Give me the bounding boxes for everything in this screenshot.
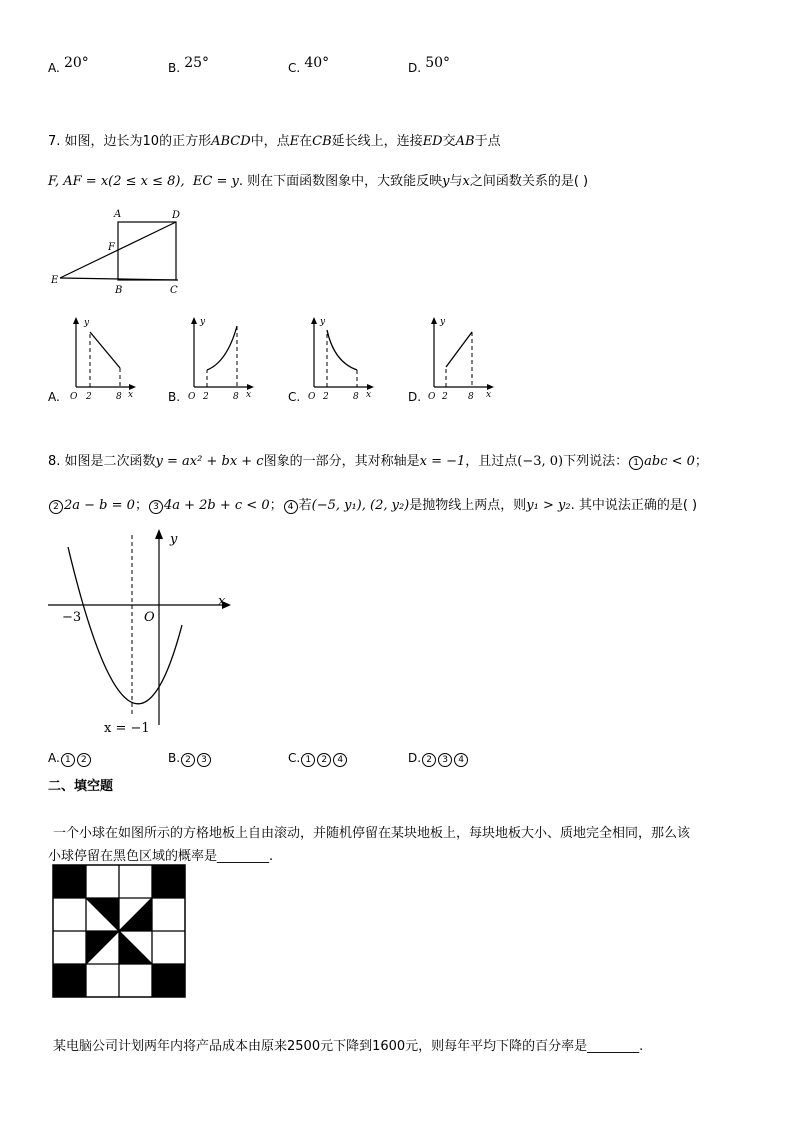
svg-text:y: y	[440, 317, 446, 327]
black-tile	[152, 865, 185, 898]
svg-text:x: x	[246, 390, 252, 400]
label-axis-eq: x = −1	[104, 721, 150, 736]
svg-text:2: 2	[203, 392, 209, 402]
svg-text:O: O	[428, 392, 436, 402]
section-title: 二、填空题	[48, 779, 114, 794]
black-tile	[152, 964, 185, 997]
black-tile	[53, 865, 86, 898]
svg-text:O: O	[70, 392, 78, 402]
q7-graph-c	[302, 312, 382, 404]
q9-tile-grid	[52, 864, 188, 1000]
label-y: y	[170, 532, 178, 547]
q7-option-b-label: B.	[168, 390, 181, 404]
svg-text:2: 2	[323, 392, 329, 402]
svg-text:y: y	[200, 317, 206, 327]
q7-line-2: F, AF = x(2 ≤ x ≤ 8), EC = y. 则在下面函数图象中，大致能反映y与x之间函数关系的是( )	[48, 174, 589, 189]
svg-text:2: 2	[442, 392, 448, 402]
q8-line-2: 2 2a − b = 0； 3 4a + 2b + c < 0； 4 若(−5, y₁), (2, y₂)是抛物线上两点，则y₁ > y₂. 其中说法正确的是( )	[48, 494, 697, 514]
y-axis-arrow	[155, 529, 163, 539]
svg-text:O: O	[308, 392, 316, 402]
circled-number-4: 4	[284, 500, 298, 514]
label-b: B	[115, 285, 123, 296]
q7-option-a-label: A.	[48, 390, 60, 404]
square-abcd	[118, 222, 176, 280]
svg-text:y: y	[320, 317, 326, 327]
q6-option-a: A. 20°	[48, 55, 89, 75]
label-origin: O	[144, 610, 155, 625]
svg-text:2: 2	[86, 392, 92, 402]
parabola-curve	[68, 547, 182, 704]
black-tile	[53, 964, 86, 997]
label-c: C	[170, 285, 178, 296]
q6-option-b: B. 25°	[168, 55, 210, 75]
q10-text: 某电脑公司计划两年内将产品成本由原来2500元下降到1600元，则每年平均下降的百分率是________.	[53, 1039, 644, 1054]
svg-text:O: O	[188, 392, 196, 402]
q8-option-d: D. 2 3 4	[408, 751, 469, 767]
q7-option-c-label: C.	[288, 390, 301, 404]
q6-option-d: D. 50°	[408, 55, 451, 75]
q7-square-figure	[48, 205, 198, 300]
q9-line-1: 一个小球在如图所示的方格地板上自由滚动，并随机停留在某块地板上，每块地板大小、质地完全相同，那么该	[53, 826, 691, 841]
q8-option-b: B. 2 3	[168, 751, 212, 767]
svg-text:x: x	[486, 390, 492, 400]
label-e: E	[51, 275, 59, 286]
q8-option-a: A. 1 2	[48, 751, 92, 767]
q7-option-d-label: D.	[408, 390, 422, 404]
label-d: D	[172, 210, 181, 221]
circled-number-1: 1	[629, 456, 643, 470]
label-a: A	[114, 209, 122, 220]
circled-number-3: 3	[149, 500, 163, 514]
svg-text:8: 8	[353, 392, 359, 402]
svg-text:y: y	[84, 318, 90, 328]
label-neg3: −3	[62, 610, 82, 625]
q6-option-c: C. 40°	[288, 55, 330, 75]
q7-graph-a	[62, 312, 142, 404]
q7-graph-b	[182, 312, 262, 404]
svg-text:8: 8	[468, 392, 474, 402]
q8-parabola-figure	[46, 525, 236, 740]
svg-text:x: x	[128, 390, 134, 400]
circled-number-2: 2	[49, 500, 63, 514]
q8-option-c: C. 1 2 4	[288, 751, 348, 767]
label-f: F	[108, 242, 115, 253]
label-x: x	[218, 594, 226, 609]
q7-graph-d	[422, 312, 502, 404]
svg-text:8: 8	[233, 392, 239, 402]
svg-text:8: 8	[116, 392, 122, 402]
svg-text:x: x	[366, 390, 372, 400]
q9-line-2: 小球停留在黑色区域的概率是________.	[48, 849, 274, 864]
q8-line-1: 8. 如图是二次函数y = ax² + bx + c图象的一部分，其对称轴是x = −1，且过点(−3, 0)下列说法： 1 abc < 0；	[48, 454, 708, 469]
q7-line-1: 7. 如图，边长为10的正方形ABCD中，点E在CB延长线上，连接ED交AB于点	[48, 134, 501, 149]
